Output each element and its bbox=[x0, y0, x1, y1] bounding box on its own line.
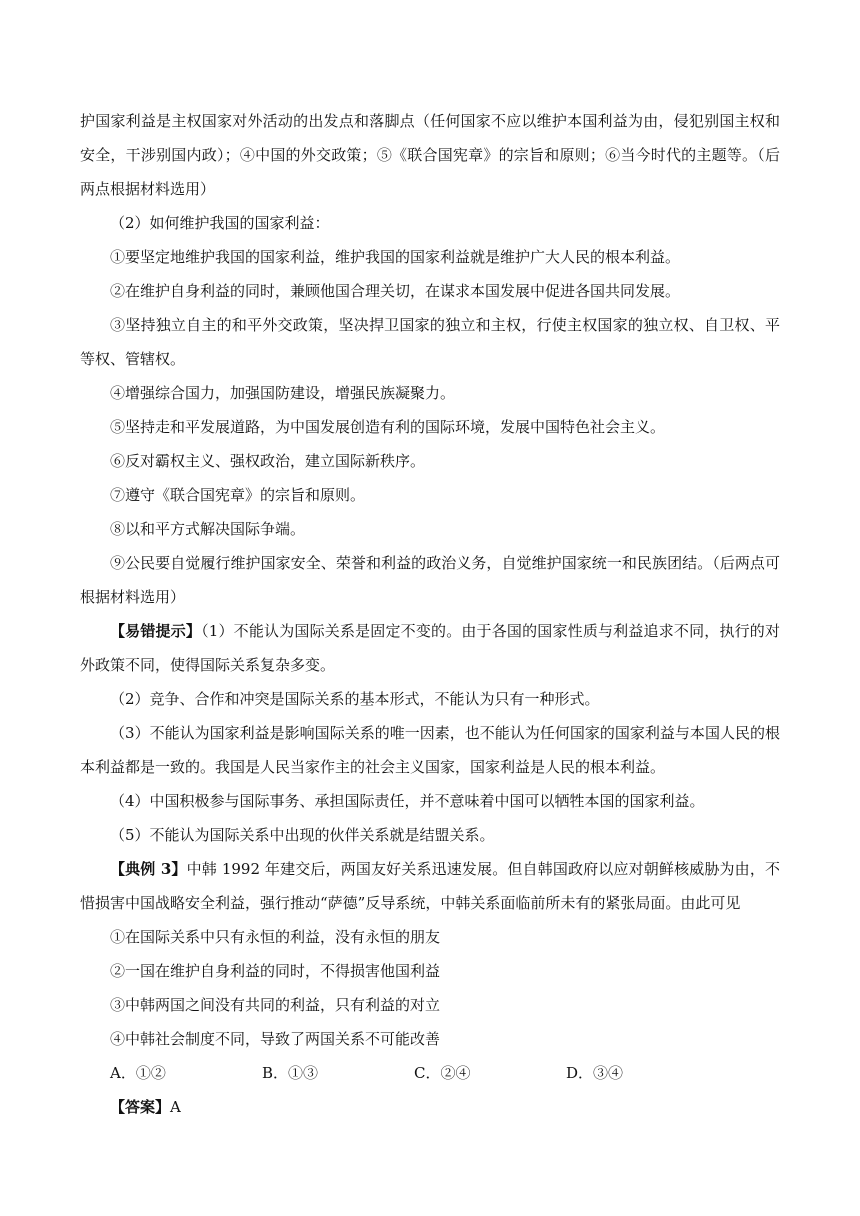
section2-item-4: ④增强综合国力，加强国防建设，增强民族凝聚力。 bbox=[110, 384, 456, 402]
answer-label: 【答案】 bbox=[110, 1098, 171, 1116]
example-statement-2: ②一国在维护自身利益的同时，不得损害他国利益 bbox=[110, 962, 441, 980]
tips-item-2: （2）竞争、合作和冲突是国际关系的基本形式，不能认为只有一种形式。 bbox=[110, 690, 600, 708]
tips-paragraph bbox=[80, 614, 780, 682]
section2-item-8: ⑧以和平方式解决国际争端。 bbox=[110, 520, 306, 538]
option-b: B．①③ bbox=[262, 1064, 319, 1082]
intro-paragraph: 护国家利益是主权国家对外活动的出发点和落脚点（任何国家不应以维护本国利益为由，侵犯别国主权和安全，干涉别国内政）；④中国的外交政策；⑤《联合国宪章》的宗旨和原则；⑥当今时代的主题等。（后两点根据材料选用） bbox=[80, 112, 780, 198]
section2-item-3: ③坚持独立自主的和平外交政策，坚决捍卫国家的独立和主权，行使主权国家的独立权、自卫权、平等权、管辖权。 bbox=[80, 316, 780, 368]
section2-item-7: ⑦遵守《联合国宪章》的宗旨和原则。 bbox=[110, 486, 366, 504]
answer-options bbox=[80, 1056, 780, 1090]
section2-item-1: ①要坚定地维护我国的国家利益，维护我国的国家利益就是维护广大人民的根本利益。 bbox=[110, 248, 681, 266]
example-statement-3: ③中韩两国之间没有共同的利益，只有利益的对立 bbox=[110, 996, 441, 1014]
tips-item-5: （5）不能认为国际关系中出现的伙伴关系就是结盟关系。 bbox=[110, 826, 495, 844]
example-label: 【典例 3】 bbox=[110, 860, 187, 878]
example-statement-4: ④中韩社会制度不同，导致了两国关系不可能改善 bbox=[110, 1030, 441, 1048]
section2-item-2: ②在维护自身利益的同时，兼顾他国合理关切，在谋求本国发展中促进各国共同发展。 bbox=[110, 282, 681, 300]
answer-paragraph bbox=[80, 1090, 780, 1124]
tips-item-4: （4）中国积极参与国际事务、承担国际责任，并不意味着中国可以牺牲本国的国家利益。 bbox=[110, 792, 705, 810]
section2-item-6: ⑥反对霸权主义、强权政治，建立国际新秩序。 bbox=[110, 452, 426, 470]
example-text: 中韩 1992 年建交后，两国友好关系迅速发展。但自韩国政府以应对朝鲜核威胁为由，不惜损害中国战略安全利益，强行推动“萨德”反导系统，中韩关系面临前所未有的紧张局面。由此可见 bbox=[80, 860, 780, 912]
option-c: C．②④ bbox=[414, 1064, 471, 1082]
example-statement-1: ①在国际关系中只有永恒的利益，没有永恒的朋友 bbox=[110, 928, 441, 946]
tips-item-3: （3）不能认为国家利益是影响国际关系的唯一因素，也不能认为任何国家的国家利益与本国人民的根本利益都是一致的。我国是人民当家作主的社会主义国家，国家利益是人民的根本利益。 bbox=[80, 724, 780, 776]
option-d: D．③④ bbox=[566, 1064, 624, 1082]
example-paragraph bbox=[80, 852, 780, 920]
tips-label: 【易错提示】 bbox=[110, 622, 202, 640]
section2-heading: （2）如何维护我国的国家利益： bbox=[110, 214, 330, 232]
document-body bbox=[80, 104, 780, 1124]
section2-item-9: ⑨公民要自觉履行维护国家安全、荣誉和利益的政治义务，自觉维护国家统一和民族团结。（后两点可根据材料选用） bbox=[80, 554, 780, 606]
section2-item-5: ⑤坚持走和平发展道路，为中国发展创造有利的国际环境，发展中国特色社会主义。 bbox=[110, 418, 666, 436]
answer-value: A bbox=[170, 1098, 181, 1116]
tips-first-text: （1）不能认为国际关系是固定不变的。由于各国的国家性质与利益追求不同，执行的对外政策不同，使得国际关系复杂多变。 bbox=[80, 622, 780, 674]
option-a: A．①② bbox=[110, 1064, 166, 1082]
